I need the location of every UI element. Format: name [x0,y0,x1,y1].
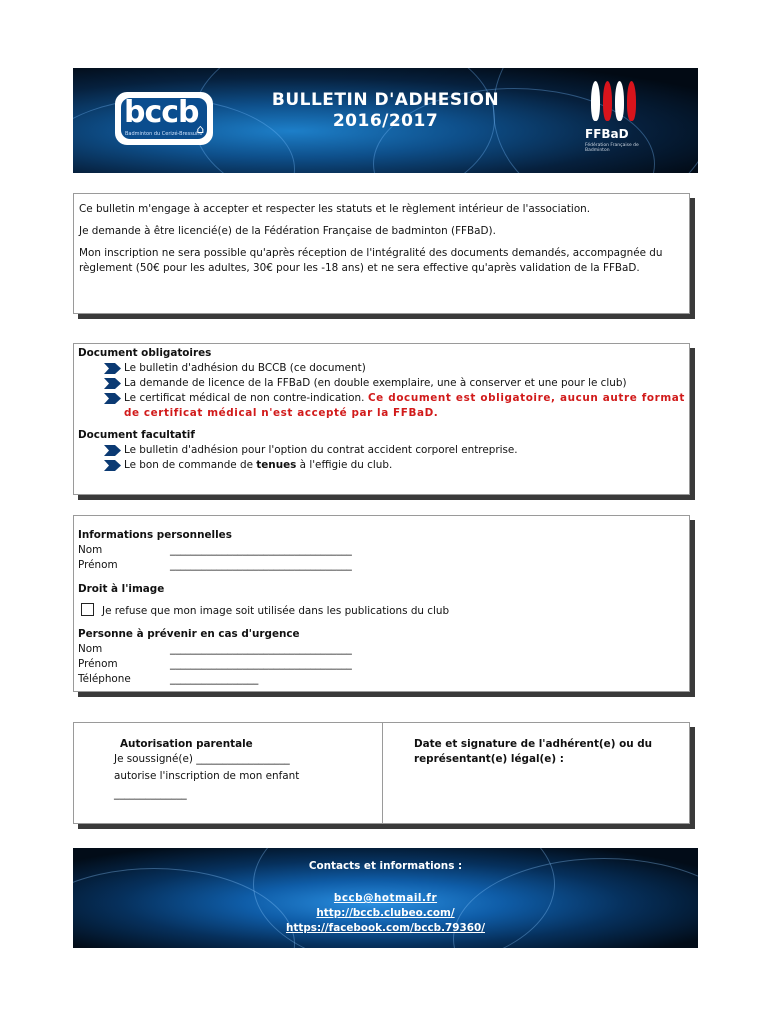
list-item-text: Le bulletin d'adhésion du BCCB (ce document) [124,362,366,374]
nom-row [78,543,685,558]
documents-box [73,343,690,495]
ffbad-logo [583,81,649,159]
column-divider [382,723,383,823]
list-item [78,391,685,421]
list-item [78,443,685,458]
emergency-phone-row [78,672,685,687]
list-item-text: Le bulletin d'adhésion pour l'option du contrat accident corporel entreprise. [124,444,518,456]
arrow-bullet-icon [104,363,121,374]
feather-icon [603,81,612,121]
emergency-contact-heading: Personne à prévenir en cas d'urgence [78,628,300,640]
shuttlecock-icon: ⌂ [196,122,204,136]
contacts-heading: Contacts et informations : [308,860,463,872]
telephone-field[interactable]: _________________ [170,673,259,685]
feather-icon [627,81,636,121]
arrow-bullet-icon [104,378,121,389]
website-link[interactable]: http://bccb.clubeo.com/ [316,907,455,919]
bccb-logo-text: bccb [124,95,199,130]
footer-banner [73,848,698,948]
personal-info-heading: Informations personnelles [78,529,232,541]
prenom-field[interactable]: ___________________________________ [170,559,352,571]
emergency-nom-row [78,642,685,657]
header-banner [73,68,698,173]
signature-area[interactable] [414,737,674,767]
bccb-logo [115,92,213,145]
parental-authorization-line-2: autorise l'inscription de mon enfant [114,770,300,782]
emergency-prenom-row [78,657,685,672]
prenom-row [78,558,685,573]
feather-icon [591,81,600,121]
tenues-emphasis: tenues [256,459,297,471]
website-row [73,906,698,920]
list-item-text: Le bon de commande de [124,459,257,471]
facebook-link[interactable]: https://facebook.com/bccb.79360/ [285,922,485,934]
title-line-1: BULLETIN D'ADHESION [271,90,500,110]
parental-authorization-line-3[interactable]: ______________ [114,788,187,800]
mandatory-documents-heading: Document obligatoires [78,347,212,359]
image-refusal-row [78,603,685,618]
list-item-text: à l'effigie du club. [296,459,393,471]
intro-box [73,193,690,314]
bccb-logo-subtitle: Badminton du Cerizé-Bressuire [125,131,203,137]
signature-heading: Date et signature de l'adhérent(e) ou du représentant(e) légal(e) : [414,738,653,765]
emergency-prenom-field[interactable]: ___________________________________ [170,658,352,670]
list-item-text: La demande de licence de la FFBaD (en double exemplaire, une à conserver et une pour le club) [124,377,627,389]
image-refusal-checkbox[interactable] [81,603,94,616]
email-link[interactable]: bccb@hotmail.fr [333,892,438,904]
arrow-bullet-icon [104,445,121,456]
nom-field[interactable]: ___________________________________ [170,544,352,556]
parental-authorization-heading: Autorisation parentale [120,738,253,750]
authorization-box [73,722,690,824]
email-row [73,891,698,905]
feather-icon [615,81,624,121]
title-line-2: 2016/2017 [332,111,439,131]
personal-info-box [73,515,690,692]
intro-paragraph-2: Je demande à être licencié(e) de la Fédération Française de badminton (FFBaD). [79,225,496,237]
image-refusal-label: Je refuse que mon image soit utilisée dans les publications du club [102,605,450,617]
page-title [223,90,548,132]
facebook-row [73,921,698,935]
telephone-label: Téléphone [78,673,131,685]
list-item [78,376,685,391]
ffbad-logo-tagline: Fédération Française de Badminton [585,143,639,153]
image-rights-heading: Droit à l'image [78,583,165,595]
emergency-nom-label: Nom [78,643,103,655]
prenom-label: Prénom [78,559,118,571]
ffbad-logo-text: FFBaD [585,127,629,141]
intro-paragraph-1: Ce bulletin m'engage à accepter et respecter les statuts et le règlement intérieur de l'association. [79,203,591,215]
emergency-nom-field[interactable]: ___________________________________ [170,643,352,655]
list-item [78,458,685,473]
medical-certificate-warning: Ce document est obligatoire, aucun autre format de certificat médical n'est accepté par la FFBaD. [124,392,685,419]
list-item-text: Le certificat médical de non contre-indication. [124,392,365,404]
parental-authorization-line-1[interactable]: Je soussigné(e) __________________ [114,753,290,765]
arrow-bullet-icon [104,460,121,471]
emergency-prenom-label: Prénom [78,658,118,670]
nom-label: Nom [78,544,103,556]
arrow-bullet-icon [104,393,121,404]
intro-paragraph-3: Mon inscription ne sera possible qu'après réception de l'intégralité des documents demandés, accompagnée du règlement (50€ pour les adultes, 30€ pour les -18 ans) et ne sera effective qu'après validation de la FFBaD. [79,247,663,274]
parental-authorization [114,737,374,802]
optional-documents-heading: Document facultatif [78,429,195,441]
list-item [78,361,685,376]
